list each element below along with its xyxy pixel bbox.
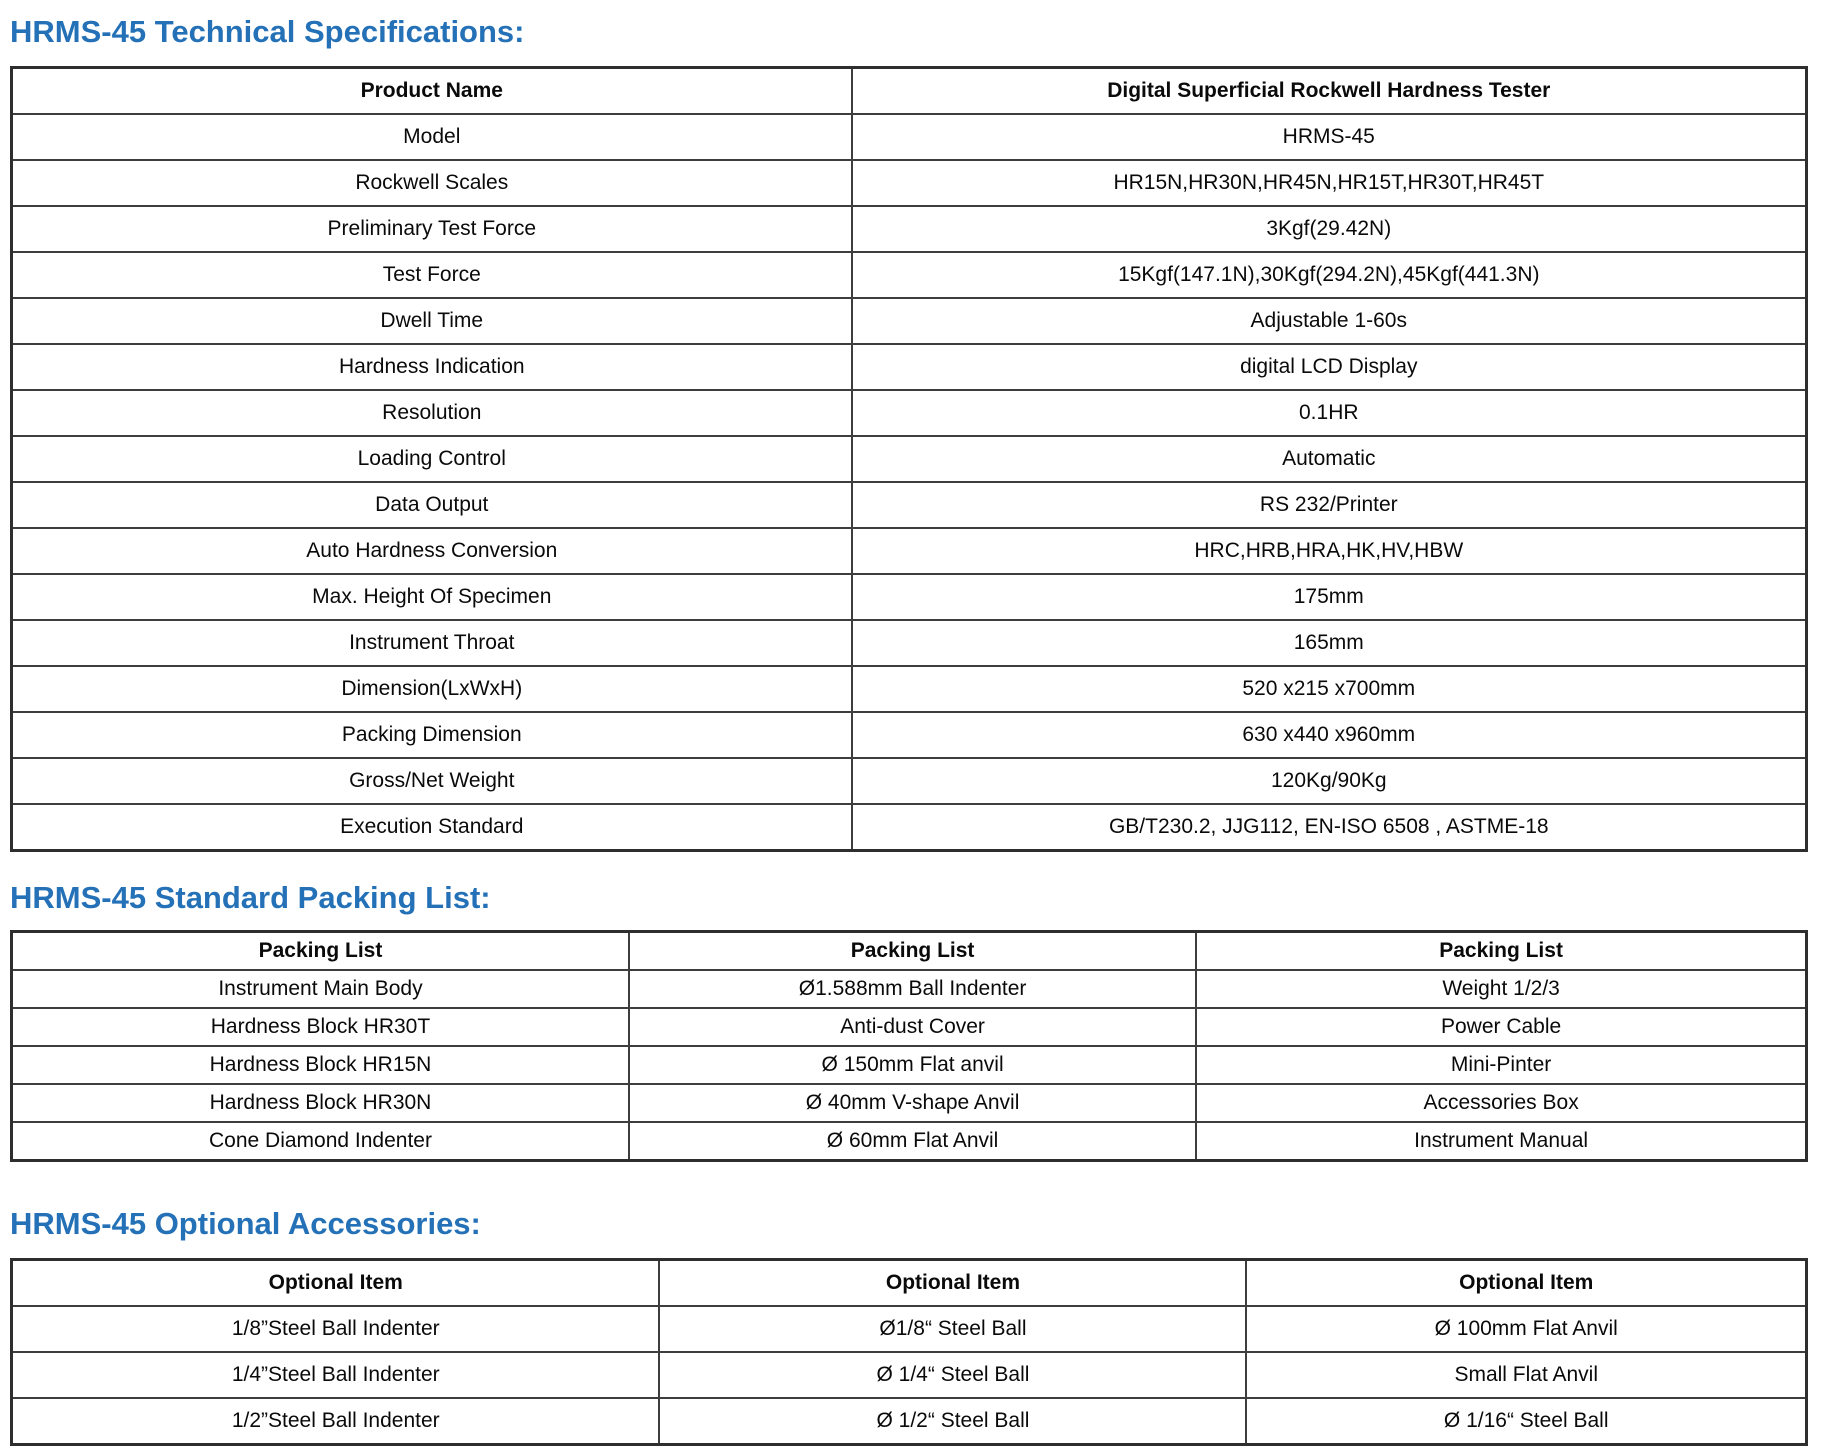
table-cell: Hardness Block HR30N	[12, 1084, 629, 1122]
table-row	[12, 712, 1807, 758]
table-cell: Resolution	[12, 390, 852, 436]
table-cell: Rockwell Scales	[12, 160, 852, 206]
table-row	[12, 1398, 1807, 1445]
table-cell: 630 x440 x960mm	[852, 712, 1807, 758]
header-cell: Packing List	[629, 932, 1196, 971]
header-cell: Optional Item	[1246, 1260, 1806, 1307]
header-row	[12, 1260, 1807, 1307]
table-cell: Anti-dust Cover	[629, 1008, 1196, 1046]
table-cell: GB/T230.2, JJG112, EN-ISO 6508 , ASTME-18	[852, 804, 1807, 851]
table-cell: Data Output	[12, 482, 852, 528]
table-cell: Ø 1/2“ Steel Ball	[659, 1398, 1246, 1445]
header-cell: Packing List	[12, 932, 629, 971]
table-row	[12, 970, 1807, 1008]
section-technical-specifications	[10, 14, 1818, 852]
header-cell: Digital Superficial Rockwell Hardness Tester	[852, 68, 1807, 115]
table-cell: 0.1HR	[852, 390, 1807, 436]
table-cell: Ø 150mm Flat anvil	[629, 1046, 1196, 1084]
table-row	[12, 482, 1807, 528]
table-cell: HR15N,HR30N,HR45N,HR15T,HR30T,HR45T	[852, 160, 1807, 206]
optional-accessories-title: HRMS-45 Optional Accessories:	[10, 1206, 481, 1241]
standard-packing-list-title: HRMS-45 Standard Packing List:	[10, 880, 491, 915]
section-optional-accessories	[10, 1206, 1818, 1446]
table-cell: 1/4”Steel Ball Indenter	[12, 1352, 660, 1398]
table-cell: Mini-Pinter	[1196, 1046, 1806, 1084]
table-cell: Ø1/8“ Steel Ball	[659, 1306, 1246, 1352]
header-row	[12, 68, 1807, 115]
table-cell: digital LCD Display	[852, 344, 1807, 390]
table-cell: Small Flat Anvil	[1246, 1352, 1806, 1398]
technical-specifications-table	[10, 66, 1808, 852]
table-cell: Automatic	[852, 436, 1807, 482]
table-cell: 15Kgf(147.1N),30Kgf(294.2N),45Kgf(441.3N)	[852, 252, 1807, 298]
table-cell: Execution Standard	[12, 804, 852, 851]
section-standard-packing-list	[10, 880, 1818, 1162]
spec-sheet-page	[10, 14, 1818, 1446]
table-cell: Ø 1/16“ Steel Ball	[1246, 1398, 1806, 1445]
table-cell: Ø 60mm Flat Anvil	[629, 1122, 1196, 1161]
table-cell: 520 x215 x700mm	[852, 666, 1807, 712]
technical-specifications-title: HRMS-45 Technical Specifications:	[10, 14, 525, 49]
table-cell: 120Kg/90Kg	[852, 758, 1807, 804]
table-cell: Hardness Block HR15N	[12, 1046, 629, 1084]
table-row	[12, 666, 1807, 712]
table-row	[12, 1084, 1807, 1122]
table-cell: Ø 100mm Flat Anvil	[1246, 1306, 1806, 1352]
table-row	[12, 114, 1807, 160]
header-row	[12, 932, 1807, 971]
table-row	[12, 804, 1807, 851]
header-cell: Optional Item	[12, 1260, 660, 1307]
table-row	[12, 1008, 1807, 1046]
table-cell: Instrument Main Body	[12, 970, 629, 1008]
table-row	[12, 252, 1807, 298]
table-cell: Preliminary Test Force	[12, 206, 852, 252]
table-cell: 165mm	[852, 620, 1807, 666]
table-cell: Dwell Time	[12, 298, 852, 344]
table-cell: Hardness Indication	[12, 344, 852, 390]
table-row	[12, 528, 1807, 574]
table-cell: Accessories Box	[1196, 1084, 1806, 1122]
table-cell: HRMS-45	[852, 114, 1807, 160]
table-cell: Max. Height Of Specimen	[12, 574, 852, 620]
standard-packing-list-table	[10, 930, 1808, 1162]
optional-accessories-table	[10, 1258, 1808, 1446]
table-cell: 175mm	[852, 574, 1807, 620]
table-cell: Dimension(LxWxH)	[12, 666, 852, 712]
table-cell: Packing Dimension	[12, 712, 852, 758]
table-row	[12, 758, 1807, 804]
table-cell: 3Kgf(29.42N)	[852, 206, 1807, 252]
table-cell: Auto Hardness Conversion	[12, 528, 852, 574]
table-cell: Model	[12, 114, 852, 160]
table-cell: Hardness Block HR30T	[12, 1008, 629, 1046]
table-cell: Ø1.588mm Ball Indenter	[629, 970, 1196, 1008]
table-row	[12, 1046, 1807, 1084]
table-row	[12, 1306, 1807, 1352]
table-cell: Test Force	[12, 252, 852, 298]
table-cell: Ø 1/4“ Steel Ball	[659, 1352, 1246, 1398]
table-row	[12, 574, 1807, 620]
table-cell: Adjustable 1-60s	[852, 298, 1807, 344]
table-cell: 1/8”Steel Ball Indenter	[12, 1306, 660, 1352]
table-cell: Instrument Throat	[12, 620, 852, 666]
header-cell: Packing List	[1196, 932, 1806, 971]
table-cell: HRC,HRB,HRA,HK,HV,HBW	[852, 528, 1807, 574]
table-row	[12, 390, 1807, 436]
table-cell: Cone Diamond Indenter	[12, 1122, 629, 1161]
table-cell: Loading Control	[12, 436, 852, 482]
table-row	[12, 436, 1807, 482]
table-cell: Gross/Net Weight	[12, 758, 852, 804]
table-row	[12, 1352, 1807, 1398]
table-cell: 1/2”Steel Ball Indenter	[12, 1398, 660, 1445]
table-cell: Instrument Manual	[1196, 1122, 1806, 1161]
table-row	[12, 620, 1807, 666]
table-cell: Ø 40mm V-shape Anvil	[629, 1084, 1196, 1122]
table-row	[12, 160, 1807, 206]
table-row	[12, 298, 1807, 344]
header-cell: Optional Item	[659, 1260, 1246, 1307]
table-row	[12, 1122, 1807, 1161]
table-cell: Weight 1/2/3	[1196, 970, 1806, 1008]
header-cell: Product Name	[12, 68, 852, 115]
table-cell: RS 232/Printer	[852, 482, 1807, 528]
table-cell: Power Cable	[1196, 1008, 1806, 1046]
table-row	[12, 344, 1807, 390]
table-row	[12, 206, 1807, 252]
